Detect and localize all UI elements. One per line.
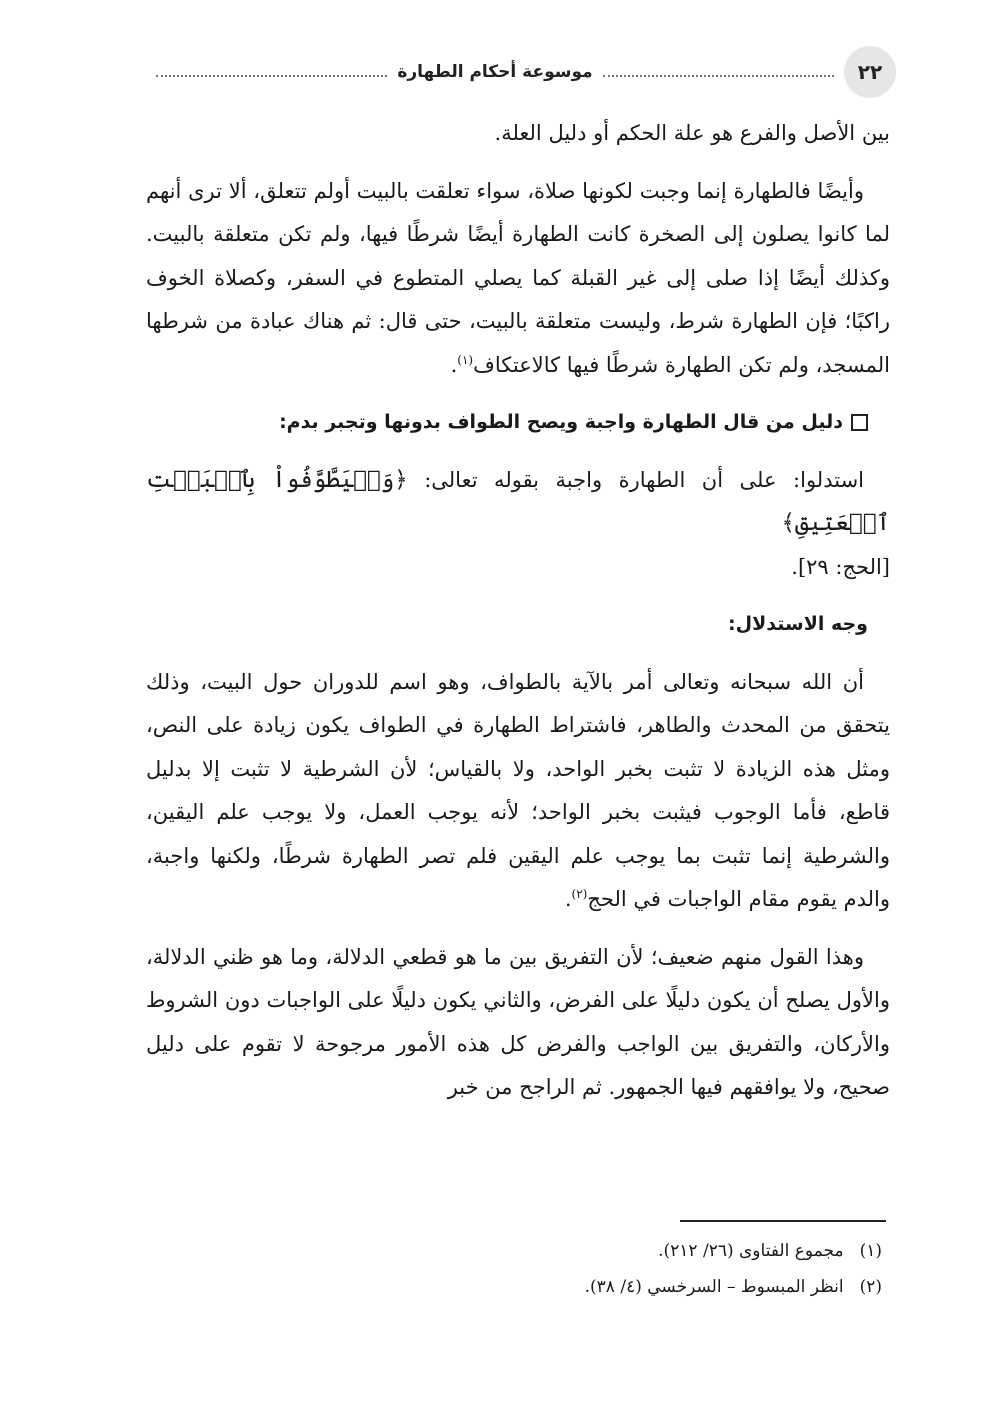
paragraph-2 bbox=[146, 170, 890, 388]
verse-reference: [الحج: ٢٩]. bbox=[791, 554, 890, 579]
header-dotted-leader bbox=[603, 75, 834, 77]
subheading-wajh: وجه الاستدلال: bbox=[728, 613, 868, 635]
section-heading bbox=[146, 401, 890, 445]
paragraph-5: وهذا القول منهم ضعيف؛ لأن التفريق بين ما هو قطعي الدلالة، وما هو ظني الدلالة، والأول يصلح أن يكون دليلًا على الفرض، والثاني يكون دليلًا على الواجبات دون الشروط والأركان، والتفريق بين الواجب والفرض كل هذه الأمور مرجوحة لا تقوم على دليل صحيح، ولا يوافقهم فيها الجمهور. ثم الراجح من خبر bbox=[146, 944, 890, 1099]
footnote-1-text: مجموع الفتاوى (٢٦/ ٢١٢). bbox=[658, 1241, 844, 1261]
paragraph-4-end: . bbox=[564, 887, 572, 911]
paragraph-4 bbox=[146, 661, 890, 922]
paragraph-2-text: وأيضًا فالطهارة إنما وجبت لكونها صلاة، سواء تعلقت بالبيت أولم تتعلق، ألا ترى أنهم لما كانوا يصلون إلى الصخرة كانت الطهارة أيضًا شرطًا فيها، ولم تكن متعلقة بالبيت. وكذلك أيضًا إذا صلى إلى غير القبلة كما يصلي المتطوع في السفر، وكصلاة الخوف راكبًا؛ فإن الطهارة شرط، وليست متعلقة بالبيت، حتى قال: ثم هناك عبادة من شرطها المسجد، ولم تكن الطهارة شرطًا فيها كالاعتكاف bbox=[146, 178, 891, 377]
footnote-1 bbox=[146, 1233, 890, 1269]
paragraph-1: بين الأصل والفرع هو علة الحكم أو دليل العلة. bbox=[494, 121, 890, 145]
footnotes bbox=[146, 1233, 890, 1305]
footnote-2-text: انظر المبسوط – السرخسي (٤/ ٣٨). bbox=[584, 1277, 844, 1297]
quran-verse: ﴿وَلۡيَطَّوَّفُواْ بِٱلۡبَيۡتِ ٱلۡعَتِيقِ﴾ bbox=[146, 466, 890, 536]
main-text bbox=[146, 112, 890, 1110]
footnote-ref-2[interactable]: (٢) bbox=[571, 887, 588, 901]
square-bullet-icon bbox=[851, 414, 868, 431]
footnote-1-mark: (١) bbox=[859, 1241, 882, 1261]
footnote-separator bbox=[680, 1220, 886, 1222]
footnote-2-mark: (٢) bbox=[859, 1277, 882, 1297]
page-number-badge: ٢٢ bbox=[844, 46, 896, 98]
section-heading-text: دليل من قال الطهارة واجبة ويصح الطواف بدونها وتجبر بدم: bbox=[279, 411, 843, 433]
paragraph-2-end: . bbox=[450, 352, 458, 377]
running-header bbox=[146, 46, 896, 98]
paragraph-3 bbox=[146, 459, 890, 546]
footnote-2 bbox=[146, 1269, 890, 1305]
paragraph-3-intro: استدلوا: على أن الطهارة واجبة بقوله تعالى: bbox=[407, 467, 864, 492]
running-title: موسوعة أحكام الطهارة bbox=[397, 62, 593, 82]
footnote-ref-1[interactable]: (١) bbox=[457, 352, 474, 367]
paragraph-4-text: أن الله سبحانه وتعالى أمر بالآية بالطواف، وهو اسم للدوران حول البيت، وذلك يتحقق من المحدث والطاهر، فاشتراط الطهارة في الطواف يكون زيادة على النص، ومثل هذه الزيادة لا تثبت بخبر الواحد، ولا بالقياس؛ لأن الشرطية لا تثبت إلا بدليل قاطع، فأما الوجوب فيثبت بخبر الواحد؛ لأنه يوجب العمل، ولا يوجب علم اليقين، والشرطية إنما تثبت بما يوجب علم اليقين فلم تصر الطهارة شرطًا، ولكنها واجبة، والدم يقوم مقام الواجبات في الحج bbox=[146, 669, 890, 911]
header-dotted-leader-left bbox=[156, 75, 387, 77]
